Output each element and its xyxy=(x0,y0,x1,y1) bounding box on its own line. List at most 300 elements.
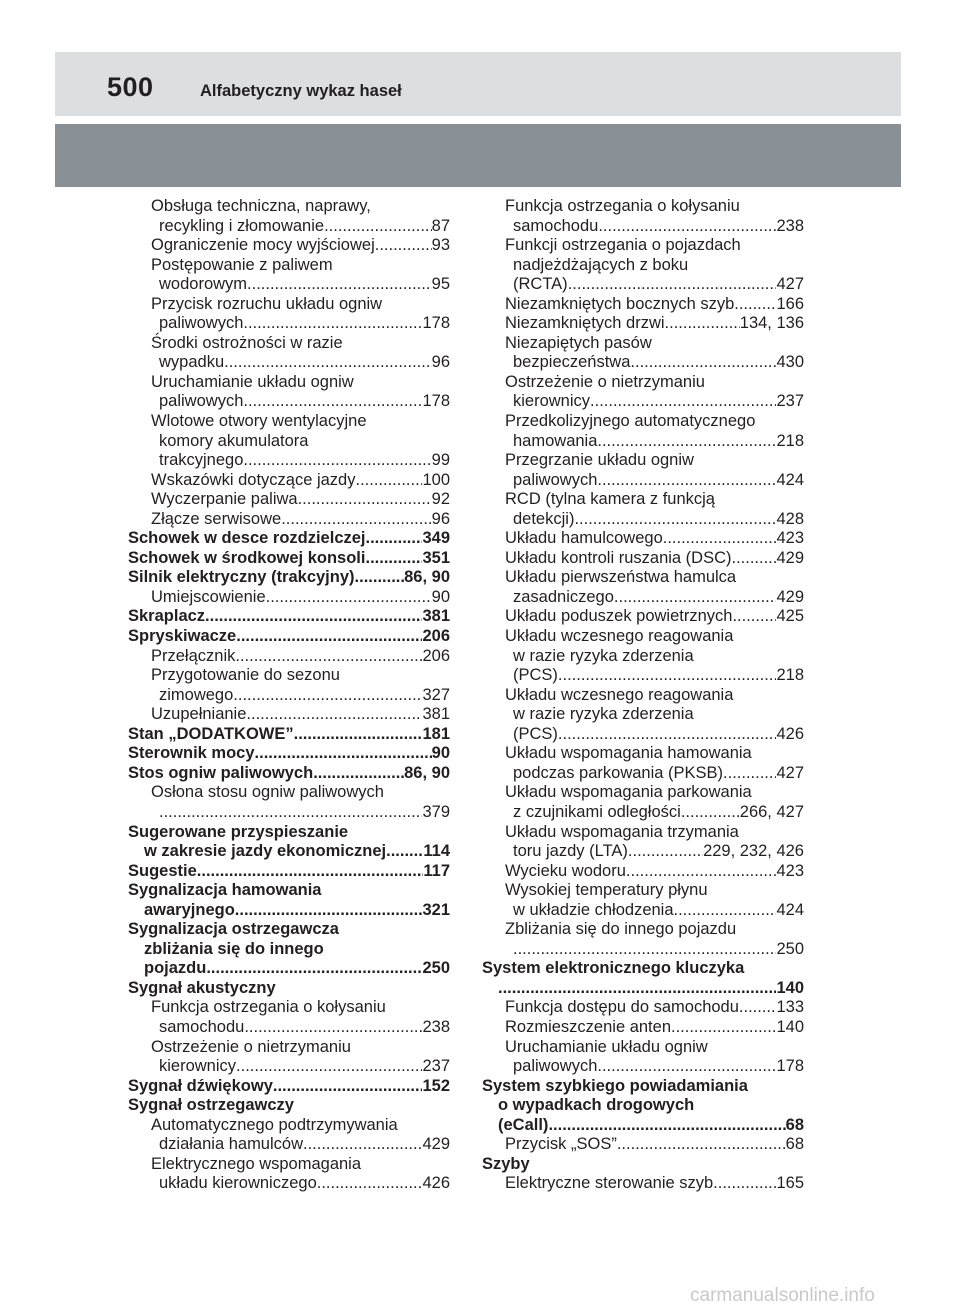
leader-dots xyxy=(617,1135,786,1155)
leader-dots xyxy=(255,744,432,764)
leader-dots xyxy=(303,1135,422,1155)
index-entry xyxy=(128,1018,450,1038)
entry-text: Sugestie xyxy=(128,861,197,880)
index-entry xyxy=(128,1155,450,1175)
entry-text: Ostrzeżenie o nietrzymaniu xyxy=(151,1037,351,1056)
index-entry xyxy=(482,901,804,921)
leader-dots xyxy=(355,568,405,588)
entry-page-ref: 425 xyxy=(776,607,804,626)
entry-text: kierownicy xyxy=(513,392,591,411)
leader-dots xyxy=(630,353,776,373)
index-entry xyxy=(128,451,450,471)
entry-text: Przycisk „SOS” xyxy=(505,1135,617,1154)
index-entry xyxy=(128,588,450,608)
entry-text: Przycisk rozruchu układu ogniw xyxy=(151,294,383,313)
entry-page-ref: 134, 136 xyxy=(739,314,804,333)
index-entry xyxy=(482,666,804,686)
leader-dots xyxy=(236,1057,422,1077)
leader-dots xyxy=(386,842,423,862)
index-entry xyxy=(482,881,804,901)
index-entry xyxy=(128,764,450,784)
entry-text: Wskazówki dotyczące jazdy xyxy=(151,470,356,489)
entry-text: Spryskiwacze xyxy=(128,627,237,646)
entry-text: Umiejscowienie xyxy=(151,587,266,606)
index-entry xyxy=(482,236,804,256)
index-entry xyxy=(128,979,450,999)
entry-text: trakcyjnego xyxy=(159,451,244,470)
entry-page-ref: 229, 232, 426 xyxy=(703,842,804,861)
index-entry xyxy=(482,314,804,334)
entry-page-ref: 95 xyxy=(431,275,450,294)
index-entry xyxy=(128,392,450,412)
entry-text: Uruchamianie układu ogniw xyxy=(151,372,354,391)
entry-text: komory akumulatora xyxy=(159,431,309,450)
leader-dots xyxy=(236,627,422,647)
entry-text: Szyby xyxy=(482,1154,530,1173)
index-entry xyxy=(128,725,450,745)
entry-page-ref: 429 xyxy=(776,548,804,567)
entry-text: Przygotowanie do sezonu xyxy=(151,666,340,685)
entry-page-ref: 423 xyxy=(776,861,804,880)
entry-text: w razie ryzyka zderzenia xyxy=(513,705,694,724)
entry-text: Elektryczne sterowanie szyb xyxy=(505,1174,714,1193)
entry-text: Ostrzeżenie o nietrzymaniu xyxy=(505,372,705,391)
leader-dots xyxy=(313,764,404,784)
index-entry xyxy=(482,998,804,1018)
leader-dots xyxy=(233,686,422,706)
leader-dots xyxy=(243,392,422,412)
index-entry xyxy=(128,334,450,354)
index-entry xyxy=(482,842,804,862)
leader-dots xyxy=(713,1174,776,1194)
entry-text: Złącze serwisowe xyxy=(151,509,282,528)
index-entry xyxy=(128,1135,450,1155)
index-entry xyxy=(128,842,450,862)
index-entry xyxy=(482,432,804,452)
leader-dots xyxy=(597,471,776,491)
index-entry xyxy=(482,1135,804,1155)
entry-text: Sygnalizacja ostrzegawcza xyxy=(128,920,339,939)
entry-text: recykling i złomowanie xyxy=(159,216,325,235)
entry-text: samochodu xyxy=(159,1017,245,1036)
leader-dots xyxy=(628,842,703,862)
entry-text: toru jazdy (LTA) xyxy=(513,842,628,861)
index-entry xyxy=(482,783,804,803)
leader-dots xyxy=(243,451,431,471)
entry-text: układu kierowniczego xyxy=(159,1174,317,1193)
index-entry xyxy=(128,529,450,549)
index-entry xyxy=(482,1116,804,1136)
index-entry xyxy=(128,666,450,686)
entry-page-ref: 100 xyxy=(422,470,450,489)
entry-text: w razie ryzyka zderzenia xyxy=(513,646,694,665)
leader-dots xyxy=(558,666,777,686)
entry-text: Postępowanie z paliwem xyxy=(151,255,333,274)
entry-text: podczas parkowania (PKSB) xyxy=(513,763,724,782)
entry-page-ref: 424 xyxy=(776,900,804,919)
index-entry xyxy=(482,451,804,471)
index-entry xyxy=(482,686,804,706)
index-entry xyxy=(128,803,450,823)
entry-text: Sygnał ostrzegawczy xyxy=(128,1096,294,1115)
index-entry xyxy=(482,256,804,276)
index-entry xyxy=(128,959,450,979)
entry-text: Skraplacz xyxy=(128,607,206,626)
entry-text: zimowego xyxy=(159,685,234,704)
leader-dots xyxy=(597,432,776,452)
leader-dots xyxy=(243,314,422,334)
leader-dots xyxy=(626,862,777,882)
leader-dots xyxy=(674,901,777,921)
index-entry xyxy=(482,627,804,647)
index-entry xyxy=(128,686,450,706)
entry-page-ref: 178 xyxy=(422,392,450,411)
entry-text: Schowek w desce rozdzielczej xyxy=(128,529,366,548)
watermark-text: carmanualsonline.info xyxy=(690,1285,875,1306)
entry-text: Sygnał dźwiękowy xyxy=(128,1076,273,1095)
entry-text: Układu wczesnego reagowania xyxy=(505,627,734,646)
entry-text: Obsługa techniczna, naprawy, xyxy=(151,197,371,215)
index-entry xyxy=(128,1057,450,1077)
entry-text: Układu pierwszeństwa hamulca xyxy=(505,568,737,587)
entry-text: Środki ostrożności w razie xyxy=(151,333,343,352)
entry-text: Sterownik mocy xyxy=(128,744,255,763)
index-entry xyxy=(482,862,804,882)
entry-page-ref: 166 xyxy=(776,294,804,313)
entry-text: Wycieku wodoru xyxy=(505,861,626,880)
entry-text: Stos ogniw paliwowych xyxy=(128,763,314,782)
index-entry xyxy=(482,705,804,725)
entry-page-ref: 165 xyxy=(776,1174,804,1193)
leader-dots xyxy=(663,529,777,549)
leader-dots xyxy=(597,1057,776,1077)
index-entry xyxy=(128,920,450,940)
entry-text: kierownicy xyxy=(159,1057,237,1076)
entry-text: Układu wspomagania trzymania xyxy=(505,822,739,841)
leader-dots xyxy=(206,959,422,979)
entry-text: z czujnikami odległości xyxy=(513,802,681,821)
leader-dots xyxy=(298,490,432,510)
leader-dots xyxy=(681,803,740,823)
index-entry xyxy=(128,627,450,647)
index-entry xyxy=(128,940,450,960)
entry-text: w układzie chłodzenia xyxy=(513,900,674,919)
entry-page-ref: 429 xyxy=(776,587,804,606)
entry-text: Stan „DODATKOWE” xyxy=(128,724,294,743)
index-entry xyxy=(128,881,450,901)
entry-text: detekcji) xyxy=(513,509,575,528)
index-entry xyxy=(128,197,450,217)
entry-text: paliwowych xyxy=(513,1057,598,1076)
index-entry xyxy=(128,236,450,256)
entry-page-ref: 327 xyxy=(422,685,450,704)
entry-text: nadjeżdżających z boku xyxy=(513,255,689,274)
index-entry xyxy=(128,1174,450,1194)
entry-page-ref: 90 xyxy=(431,744,450,763)
index-entry xyxy=(482,725,804,745)
entry-text: Rozmieszczenie anten xyxy=(505,1017,671,1036)
index-entry xyxy=(482,197,804,217)
entry-page-ref: 90 xyxy=(431,587,450,606)
entry-text: Uruchamianie układu ogniw xyxy=(505,1037,708,1056)
entry-text: paliwowych xyxy=(159,314,244,333)
header-band-light xyxy=(55,52,901,116)
index-entry xyxy=(482,334,804,354)
index-entry xyxy=(482,471,804,491)
header-band-dark xyxy=(55,124,901,187)
entry-page-ref: 250 xyxy=(776,939,804,958)
index-entry xyxy=(482,529,804,549)
index-entry xyxy=(128,783,450,803)
leader-dots xyxy=(281,510,431,530)
index-entry xyxy=(128,490,450,510)
leader-dots xyxy=(614,588,777,608)
index-column-right xyxy=(482,197,804,1194)
entry-text: awaryjnego xyxy=(144,900,235,919)
entry-text: Elektrycznego wspomagania xyxy=(151,1154,362,1173)
index-entry xyxy=(128,647,450,667)
entry-page-ref: 426 xyxy=(776,724,804,743)
leader-dots xyxy=(246,705,422,725)
entry-page-ref: 381 xyxy=(422,705,450,724)
index-entry xyxy=(482,217,804,237)
entry-page-ref: 68 xyxy=(785,1135,804,1154)
entry-page-ref: 86, 90 xyxy=(404,763,450,782)
entry-text: (eCall) xyxy=(498,1115,549,1134)
leader-dots xyxy=(235,901,423,921)
index-entry xyxy=(482,764,804,784)
section-title: Alfabetyczny wykaz haseł xyxy=(200,82,402,100)
index-entry xyxy=(128,705,450,725)
leader-dots xyxy=(266,588,432,608)
entry-text: bezpieczeństwa xyxy=(513,353,631,372)
entry-page-ref: 321 xyxy=(422,900,450,919)
index-entry xyxy=(482,940,804,960)
leader-dots xyxy=(558,725,777,745)
entry-page-ref: 428 xyxy=(776,509,804,528)
entry-page-ref: 114 xyxy=(423,842,450,861)
index-entry xyxy=(482,295,804,315)
index-entry xyxy=(482,1096,804,1116)
leader-dots xyxy=(159,803,422,823)
entry-page-ref: 206 xyxy=(422,646,450,665)
entry-page-ref: 152 xyxy=(422,1076,450,1095)
index-entry xyxy=(482,647,804,667)
entry-text: Układu wspomagania hamowania xyxy=(505,744,752,763)
entry-text: zasadniczego xyxy=(513,587,614,606)
entry-text: System szybkiego powiadamiania xyxy=(482,1076,748,1095)
index-entry xyxy=(128,275,450,295)
leader-dots xyxy=(574,510,776,530)
entry-text: (PCS) xyxy=(513,666,558,685)
entry-page-ref: 237 xyxy=(422,1057,450,1076)
entry-text: Zbliżania się do innego pojazdu xyxy=(505,920,737,939)
index-entry xyxy=(128,568,450,588)
index-entry xyxy=(482,1077,804,1097)
entry-text: paliwowych xyxy=(513,470,598,489)
entry-page-ref: 96 xyxy=(431,509,450,528)
entry-page-ref: 218 xyxy=(776,431,804,450)
entry-text: Wlotowe otwory wentylacyjne xyxy=(151,412,367,431)
leader-dots xyxy=(734,295,776,315)
entry-page-ref: 427 xyxy=(776,275,804,294)
index-entry xyxy=(482,353,804,373)
entry-text: Przełącznik xyxy=(151,646,236,665)
entry-page-ref: 206 xyxy=(422,627,450,646)
entry-text: Sugerowane przyspieszanie xyxy=(128,822,349,841)
entry-text: Wysokiej temperatury płynu xyxy=(505,881,708,900)
index-entry xyxy=(128,314,450,334)
entry-page-ref: 238 xyxy=(776,216,804,235)
leader-dots xyxy=(568,275,777,295)
entry-text: wodorowym xyxy=(159,275,248,294)
leader-dots xyxy=(366,529,423,549)
index-entry xyxy=(482,823,804,843)
index-entry xyxy=(482,803,804,823)
entry-page-ref: 92 xyxy=(431,490,450,509)
entry-page-ref: 266, 427 xyxy=(739,802,804,821)
entry-text: Układu poduszek powietrznych xyxy=(505,607,733,626)
index-entry xyxy=(128,373,450,393)
entry-page-ref: 140 xyxy=(776,1017,804,1036)
leader-dots xyxy=(224,353,432,373)
entry-page-ref: 237 xyxy=(776,392,804,411)
leader-dots xyxy=(244,1018,422,1038)
index-entry xyxy=(482,1174,804,1194)
entry-text: Osłona stosu ogniw paliwowych xyxy=(151,783,384,802)
entry-text: działania hamulców xyxy=(159,1135,303,1154)
entry-text: Sygnał akustyczny xyxy=(128,978,276,997)
entry-page-ref: 133 xyxy=(776,998,804,1017)
entry-text: System elektronicznego kluczyka xyxy=(482,959,745,978)
entry-text: Schowek w środkowej konsoli xyxy=(128,548,366,567)
entry-page-ref: 250 xyxy=(422,959,450,978)
entry-text: w zakresie jazdy ekonomicznej xyxy=(144,842,387,861)
leader-dots xyxy=(598,217,776,237)
index-entry xyxy=(128,412,450,432)
page-number: 500 xyxy=(107,72,154,102)
entry-page-ref: 117 xyxy=(423,861,450,880)
index-entry xyxy=(128,471,450,491)
entry-page-ref: 381 xyxy=(422,607,450,626)
index-entry xyxy=(128,1038,450,1058)
leader-dots xyxy=(739,998,777,1018)
entry-text: Niezapiętych pasów xyxy=(505,333,652,352)
index-entry xyxy=(128,862,450,882)
index-entry xyxy=(128,432,450,452)
leader-dots xyxy=(247,275,432,295)
entry-text: Układu kontroli ruszania (DSC) xyxy=(505,548,732,567)
index-entry xyxy=(128,744,450,764)
index-entry xyxy=(128,1096,450,1116)
index-entry xyxy=(482,607,804,627)
index-entry xyxy=(482,568,804,588)
index-entry xyxy=(482,959,804,979)
index-entry xyxy=(128,823,450,843)
index-entry xyxy=(482,1018,804,1038)
entry-page-ref: 379 xyxy=(422,802,450,821)
entry-text: Sygnalizacja hamowania xyxy=(128,881,322,900)
leader-dots xyxy=(197,862,424,882)
leader-dots xyxy=(273,1077,423,1097)
entry-page-ref: 181 xyxy=(422,724,450,743)
entry-text: Funkcja ostrzegania o kołysaniu xyxy=(505,197,740,215)
entry-page-ref: 349 xyxy=(422,529,450,548)
entry-text: Automatycznego podtrzymywania xyxy=(151,1115,398,1134)
entry-page-ref: 99 xyxy=(431,451,450,470)
entry-text: (PCS) xyxy=(513,724,558,743)
entry-page-ref: 87 xyxy=(431,216,450,235)
entry-text: Funkcji ostrzegania o pojazdach xyxy=(505,236,741,255)
entry-text: Funkcja ostrzegania o kołysaniu xyxy=(151,998,386,1017)
entry-page-ref: 423 xyxy=(776,529,804,548)
index-entry xyxy=(128,1116,450,1136)
entry-page-ref: 140 xyxy=(776,978,804,997)
index-entry xyxy=(128,510,450,530)
index-entry xyxy=(482,549,804,569)
leader-dots xyxy=(356,471,423,491)
index-entry xyxy=(128,549,450,569)
entry-page-ref: 68 xyxy=(785,1115,804,1134)
entry-text: Przedkolizyjnego automatycznego xyxy=(505,412,756,431)
entry-text: zbliżania się do innego xyxy=(144,939,324,958)
index-entry xyxy=(128,901,450,921)
entry-text: wypadku xyxy=(159,353,225,372)
entry-text: Silnik elektryczny (trakcyjny) xyxy=(128,568,355,587)
entry-page-ref: 218 xyxy=(776,666,804,685)
entry-text: RCD (tylna kamera z funkcją xyxy=(505,490,715,509)
entry-text: Układu wspomagania parkowania xyxy=(505,783,752,802)
index-entry xyxy=(128,607,450,627)
entry-text: (RCTA) xyxy=(513,275,568,294)
entry-text: samochodu xyxy=(513,216,599,235)
index-column-left xyxy=(128,197,450,1194)
index-entry xyxy=(482,588,804,608)
index-entry xyxy=(482,979,804,999)
leader-dots xyxy=(375,236,432,256)
entry-page-ref: 430 xyxy=(776,353,804,372)
entry-page-ref: 178 xyxy=(776,1057,804,1076)
index-entry xyxy=(128,998,450,1018)
index-entry xyxy=(482,392,804,412)
entry-text: Funkcja dostępu do samochodu xyxy=(505,998,739,1017)
leader-dots xyxy=(732,607,776,627)
entry-text: pojazdu xyxy=(144,959,207,978)
leader-dots xyxy=(732,549,777,569)
index-entry xyxy=(482,510,804,530)
leader-dots xyxy=(498,979,776,999)
index-entry xyxy=(482,744,804,764)
leader-dots xyxy=(205,607,422,627)
leader-dots xyxy=(513,940,776,960)
entry-text: Ograniczenie mocy wyjściowej xyxy=(151,236,375,255)
index-entry xyxy=(482,1038,804,1058)
entry-text: Układu hamulcowego xyxy=(505,529,663,548)
leader-dots xyxy=(590,392,776,412)
leader-dots xyxy=(324,217,432,237)
entry-text: hamowania xyxy=(513,431,598,450)
entry-text: Uzupełnianie xyxy=(151,705,247,724)
entry-text: o wypadkach drogowych xyxy=(498,1096,695,1115)
entry-text: paliwowych xyxy=(159,392,244,411)
leader-dots xyxy=(723,764,776,784)
index-entry xyxy=(128,353,450,373)
entry-text: Układu wczesnego reagowania xyxy=(505,685,734,704)
index-entry xyxy=(482,920,804,940)
index-entry xyxy=(482,1155,804,1175)
entry-page-ref: 427 xyxy=(776,763,804,782)
entry-text: Wyczerpanie paliwa xyxy=(151,490,298,509)
